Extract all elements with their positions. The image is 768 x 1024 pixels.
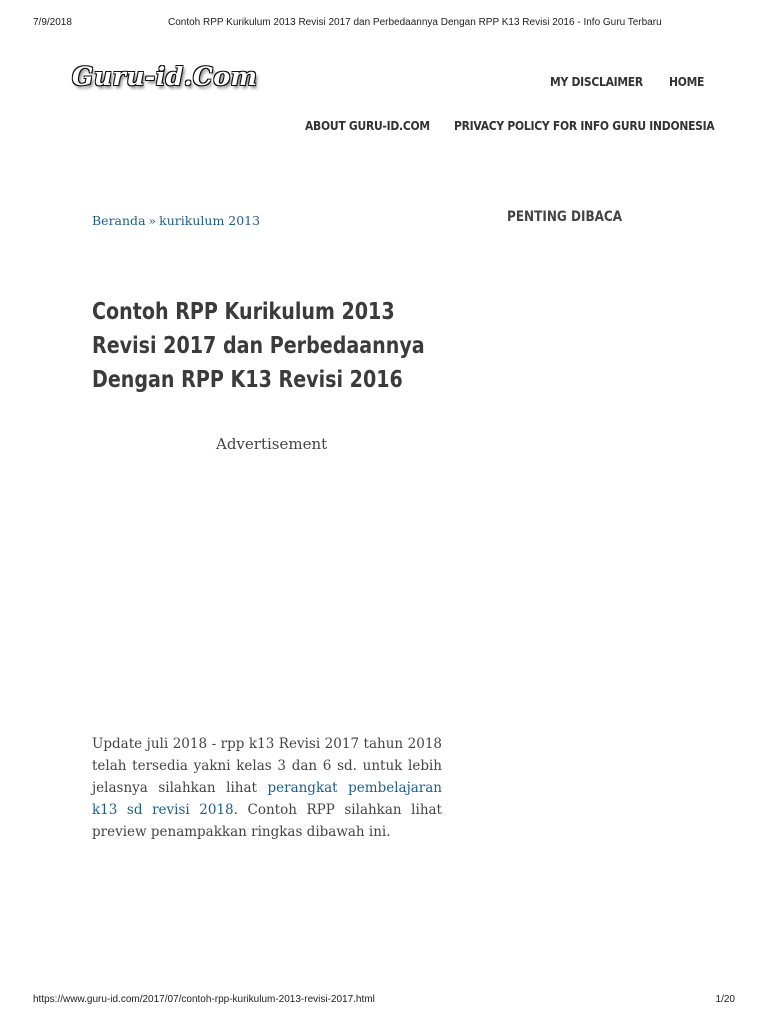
site-logo-text: Guru-id.Com bbox=[72, 62, 258, 91]
post-body-text-before: Update juli 2018 - rpp k13 Revisi 2017 tahun 2018 telah tersedia yakni kelas 3 dan 6 sd. untuk lebih jelasnya silahkan lihat bbox=[92, 736, 442, 796]
sidebar-heading: PENTING DIBACA bbox=[507, 209, 623, 225]
post-body-link[interactable]: perangkat pembelajaran k13 sd revisi 2018 bbox=[92, 780, 443, 818]
advertisement-label: Advertisement bbox=[216, 435, 328, 453]
post-body-text-after: . Contoh RPP silahkan lihat preview penampakkan ringkas dibawah ini. bbox=[92, 802, 442, 840]
print-document-title: Contoh RPP Kurikulum 2013 Revisi 2017 dan Perbedaannya Dengan RPP K13 Revisi 2016 - Info Guru Terbaru bbox=[168, 17, 662, 28]
nav-home[interactable]: HOME bbox=[669, 74, 705, 89]
nav-privacy-policy[interactable]: PRIVACY POLICY FOR INFO GURU INDONESIA bbox=[454, 118, 715, 133]
print-date: 7/9/2018 bbox=[33, 17, 72, 28]
breadcrumb-home-link[interactable]: Beranda bbox=[92, 213, 146, 228]
advertisement-slot bbox=[92, 462, 442, 702]
nav-about[interactable]: ABOUT GURU-ID.COM bbox=[305, 118, 430, 133]
nav-my-disclaimer[interactable]: MY DISCLAIMER bbox=[550, 74, 643, 89]
post-body bbox=[92, 733, 442, 843]
breadcrumb-category-link[interactable]: kurikulum 2013 bbox=[159, 213, 261, 228]
post-title: Contoh RPP Kurikulum 2013 Revisi 2017 dan Perbedaannya Dengan RPP K13 Revisi 2016 bbox=[92, 299, 425, 393]
breadcrumb bbox=[92, 213, 260, 228]
breadcrumb-separator: » bbox=[148, 213, 157, 228]
print-header bbox=[0, 17, 768, 31]
print-footer bbox=[0, 994, 768, 1008]
site-logo[interactable] bbox=[72, 62, 258, 100]
print-url: https://www.guru-id.com/2017/07/contoh-rpp-kurikulum-2013-revisi-2017.html bbox=[33, 994, 375, 1005]
print-page-number: 1/20 bbox=[715, 994, 735, 1005]
